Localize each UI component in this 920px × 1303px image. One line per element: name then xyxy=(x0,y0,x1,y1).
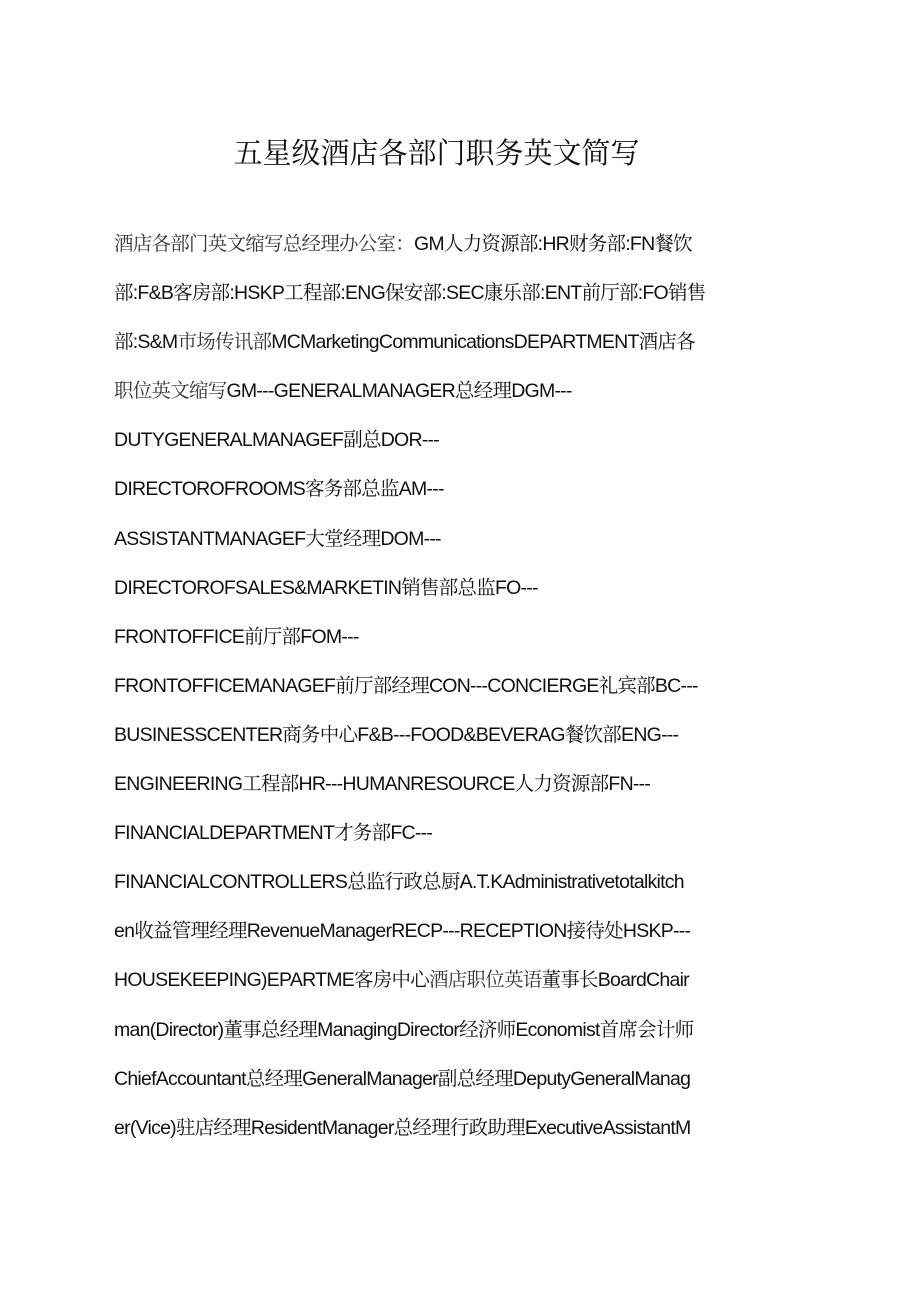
text-line xyxy=(114,1008,764,1057)
text-run: 酒店各部门英文缩写总经理办公室： xyxy=(114,232,415,255)
text-run: ASSISTANTMANAGEF大堂经理DOM--- xyxy=(114,527,441,550)
text-run: man(Director)董事总经理ManagingDirector经济师Economist首席会计师 xyxy=(114,1018,694,1041)
text-run: 市场传讯部 xyxy=(177,330,272,354)
text-run: er(Vice)驻店经理ResidentManager总经理行政助理ExecutiveAssistantM xyxy=(114,1116,691,1139)
text-run: BUSINESSCENTER商务中心F&B---FOOD&BEVERAG餐饮部ENG--- xyxy=(114,723,679,746)
text-line xyxy=(114,1057,764,1106)
text-line xyxy=(114,369,764,418)
text-run: FRONTOFFICEMANAGEF前厅部经理CON---CONCIERGE礼宾部BC--- xyxy=(114,674,698,697)
text-line xyxy=(114,320,764,369)
text-run: en收益管理经理RevenueManagerRECP---RECEPTION接待处HSKP--- xyxy=(114,920,691,943)
text-line xyxy=(114,467,764,516)
text-line xyxy=(114,811,764,860)
text-run: FINANCIALDEPARTMENT才务部FC--- xyxy=(114,822,433,845)
text-line xyxy=(114,222,764,271)
text-run: 职位英文缩写 xyxy=(114,379,227,403)
document-body xyxy=(114,222,764,1155)
text-run: DIRECTOROFSALES&MARKETIN销售部总监FO--- xyxy=(114,576,538,599)
text-line xyxy=(114,517,764,566)
text-line xyxy=(114,909,764,958)
text-run: 董事长BoardChair xyxy=(541,969,689,992)
text-line xyxy=(114,860,764,909)
text-run: HOUSEKEEPING)EPARTME客房中心 xyxy=(114,969,429,992)
text-line xyxy=(114,958,764,1007)
text-line xyxy=(114,615,764,664)
text-run: 部:F&B客房部:HSKP工程部:ENG保安部:SEC康乐部:ENT前厅部:FO销售 xyxy=(114,282,706,305)
text-run: DUTYGENERALMANAGEF副总DOR--- xyxy=(114,429,440,452)
text-line xyxy=(114,664,764,713)
text-run: FRONTOFFICE前厅部FOM--- xyxy=(114,625,359,648)
text-run: ENGINEERING工程部HR---HUMANRESOURCE人力资源部FN--- xyxy=(114,773,651,796)
text-run: DIRECTOROFROOMS客务部总监AM--- xyxy=(114,478,444,501)
text-line xyxy=(114,271,764,320)
text-run: 酒店职位英语 xyxy=(429,968,542,992)
text-line xyxy=(114,566,764,615)
document-title: 五星级酒店各部门职务英文简写 xyxy=(233,136,640,170)
text-line xyxy=(114,418,764,467)
text-run: FINANCIALCONTROLLERS总监行政总厨A.T.KAdministrativetotalkitch xyxy=(114,871,684,894)
text-run: ChiefAccountant总经理GeneralManager副总经理DeputyGeneralManag xyxy=(114,1067,691,1090)
text-line xyxy=(114,1106,764,1155)
text-run: MCMarketingCommunicationsDEPARTMENT酒店各 xyxy=(271,331,695,354)
text-line xyxy=(114,713,764,762)
text-run: GM---GENERALMANAGER总经理DGM--- xyxy=(226,380,572,403)
text-run: 部:S&M xyxy=(114,331,178,354)
text-line xyxy=(114,762,764,811)
text-run: GM人力资源部:HR财务部:FN餐饮 xyxy=(414,233,692,255)
